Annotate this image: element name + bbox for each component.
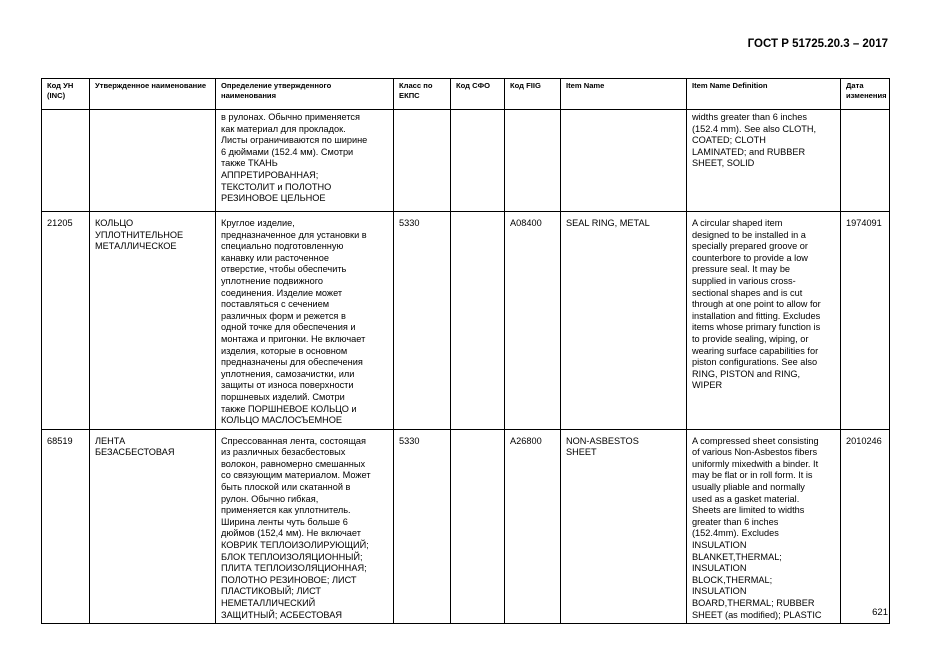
header-fiig-code: Код FIIG <box>505 79 561 110</box>
cell-definition: в рулонах. Обычно применяется как материал для прокладок. Листы ограничиваются по ширине 6 дюймами (152.4 мм). Смотри также ТКАНЬ АППРЕТИРОВАННАЯ; ТЕКСТОЛИТ и ПОЛОТНО РЕЗИНОВОЕ ЦЕЛЬНОЕ <box>216 110 394 212</box>
cell-code-un: 21205 <box>42 212 90 430</box>
cell-ekps-class: 5330 <box>394 212 451 430</box>
header-approved-name: Утвержденное наименование <box>90 79 216 110</box>
cell-change-date: 2010246 <box>841 429 890 624</box>
header-ekps-class: Класс по ЕКПС <box>394 79 451 110</box>
header-sfo-code: Код СФО <box>451 79 505 110</box>
cell-change-date <box>841 110 890 212</box>
cell-item-name <box>561 110 687 212</box>
cell-approved-name: ЛЕНТА БЕЗАСБЕСТОВАЯ <box>90 429 216 624</box>
cell-item-name: SEAL RING, METAL <box>561 212 687 430</box>
cell-sfo-code <box>451 110 505 212</box>
cell-definition: Спрессованная лента, состоящая из различных безасбестовых волокон, равномерно смешанных со связующим материалом. Может быть плоской или скатанной в рулон. Обычно гибкая, применяется как уплотнитель. Ширина ленты чуть больше 6 дюймов (152,4 мм). Не включает КОВРИК ТЕПЛОИЗОЛИРУЮЩИЙ; БЛОК ТЕПЛОИЗОЛЯЦИОННЫЙ; ПЛИТА ТЕПЛОИЗОЛЯЦИОННАЯ; ПОЛОТНО РЕЗИНОВОЕ; ЛИСТ ПЛАСТИКОВЫЙ; ЛИСТ НЕМЕТАЛЛИЧЕСКИЙ ЗАЩИТНЫЙ; АСБЕСТОВАЯ <box>216 429 394 624</box>
table-row <box>42 110 890 212</box>
table-row <box>42 212 890 430</box>
cell-change-date: 1974091 <box>841 212 890 430</box>
cell-approved-name <box>90 110 216 212</box>
document-title: ГОСТ Р 51725.20.3 – 2017 <box>747 38 888 50</box>
nomenclature-table <box>41 78 890 624</box>
cell-code-un: 68519 <box>42 429 90 624</box>
cell-definition: Круглое изделие, предназначенное для установки в специально подготовленную канавку или расточенное отверстие, чтобы обеспечить уплотнение подвижного соединения. Изделие может поставляться с сечением различных форм и режется в одной точке для обеспечения и монтажа и пригонки. Не включает изделия, которые в основном предназначены для обеспечения уплотнения, самозачистки, или защиты от износа поверхности поршневых изделий. Смотри также ПОРШНЕВОЕ КОЛЬЦО и КОЛЬЦО МАСЛОСЪЕМНОЕ <box>216 212 394 430</box>
header-change-date: Дата изменения <box>841 79 890 110</box>
cell-item-name: NON-ASBESTOS SHEET <box>561 429 687 624</box>
cell-item-name-definition: A circular shaped item designed to be installed in a specially prepared groove or counterbore to provide a low pressure seal. It may be supplied in various cross- sectional shapes and is cut through at one point to allow for installation and fitting. Excludes items whose primary function is to provide sealing, wiping, or wearing surface capabilities for piston configurations. See also RING, PISTON and RING, WIPER <box>687 212 841 430</box>
cell-fiig-code: A08400 <box>505 212 561 430</box>
header-item-name: Item Name <box>561 79 687 110</box>
header-definition: Определение утвержденного наименования <box>216 79 394 110</box>
table-header-row <box>42 79 890 110</box>
cell-ekps-class: 5330 <box>394 429 451 624</box>
table-row <box>42 429 890 624</box>
cell-item-name-definition: widths greater than 6 inches (152.4 mm). See also CLOTH, COATED; CLOTH LAMINATED; and RUBBER SHEET, SOLID <box>687 110 841 212</box>
header-code-un: Код УН (INC) <box>42 79 90 110</box>
cell-ekps-class <box>394 110 451 212</box>
cell-sfo-code <box>451 429 505 624</box>
page-number: 621 <box>872 607 888 618</box>
header-item-name-definition: Item Name Definition <box>687 79 841 110</box>
cell-sfo-code <box>451 212 505 430</box>
cell-code-un <box>42 110 90 212</box>
cell-fiig-code <box>505 110 561 212</box>
cell-approved-name: КОЛЬЦО УПЛОТНИТЕЛЬНОЕ МЕТАЛЛИЧЕСКОЕ <box>90 212 216 430</box>
cell-item-name-definition: A compressed sheet consisting of various Non-Asbestos fibers uniformly mixedwith a binder. It may be flat or in roll form. It is usually pliable and normally used as a gasket material. Sheets are limited to widths greater than 6 inches (152.4mm). Excludes INSULATION BLANKET,THERMAL; INSULATION BLOCK,THERMAL; INSULATION BOARD,THERMAL; RUBBER SHEET (as modified); PLASTIC <box>687 429 841 624</box>
cell-fiig-code: A26800 <box>505 429 561 624</box>
